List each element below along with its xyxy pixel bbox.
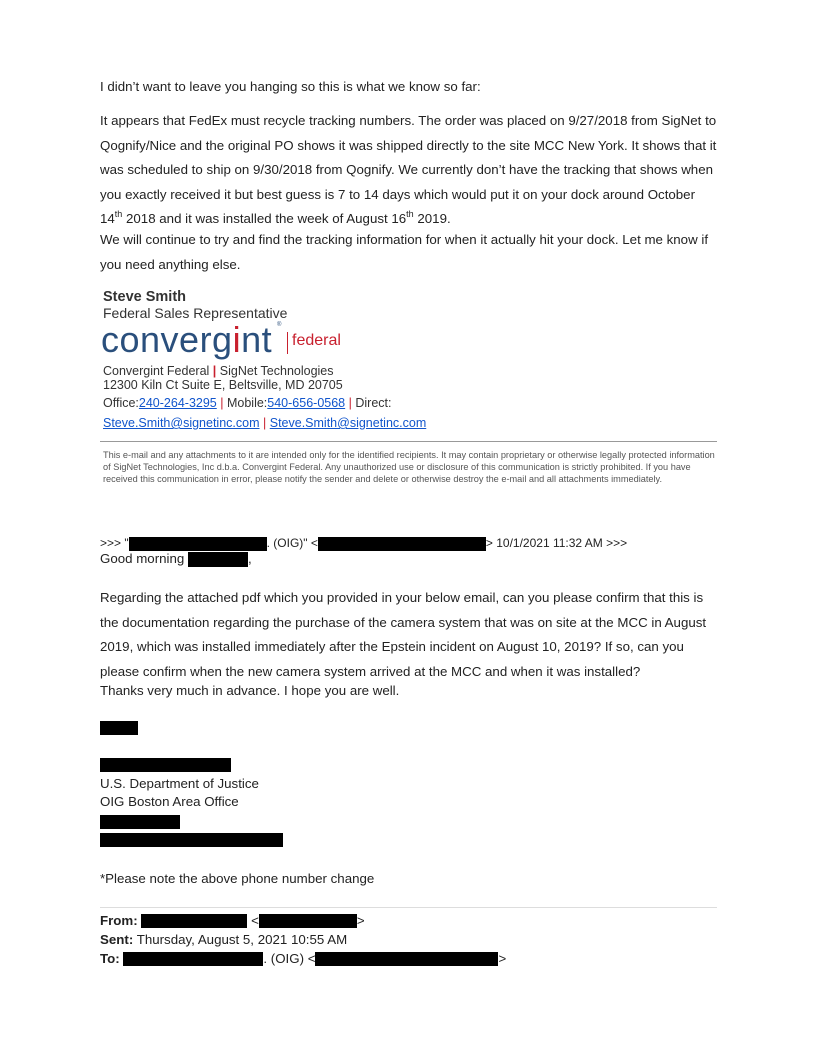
email-link-2[interactable]: Steve.Smith@signetinc.com xyxy=(269,416,427,430)
logo-divider xyxy=(287,332,288,354)
redacted-to-name xyxy=(123,952,263,966)
redacted-first-name xyxy=(100,721,138,735)
redacted-email xyxy=(100,833,283,847)
logo-federal-text: federal xyxy=(292,332,341,349)
intro-line: I didn’t want to leave you hanging so this is what we know so far: xyxy=(100,79,481,94)
followup-paragraph: We will continue to try and find the tracking information for when it actually hit your dock. Let me know if you need anything else. xyxy=(100,232,709,272)
from-line: From: < > xyxy=(100,913,365,928)
phone-change-note: *Please note the above phone number change xyxy=(100,871,375,886)
redacted-from-name xyxy=(141,914,247,928)
request-paragraph: Regarding the attached pdf which you provided in your below email, can you please confirm that this is the documentation regarding the purchase of the camera system that was on site at the MCC in August 2019, which was installed immediately after the Epstein incident on August 10, 2019? If so, can you please confirm when the new camera system arrived at the MCC and when it was installed? xyxy=(100,590,707,679)
signature-address: 12300 Kiln Ct Suite E, Beltsville, MD 20705 xyxy=(103,378,343,392)
registered-mark: ® xyxy=(277,322,282,328)
redacted-recipient-name xyxy=(188,552,248,567)
signature-company-line: Convergint Federal | SigNet Technologies xyxy=(103,364,334,378)
signature-phone-line: Office:240-264-3295 | Mobile:540-656-0568 | Direct: xyxy=(103,396,392,410)
office-phone-link[interactable]: 240-264-3295 xyxy=(138,396,217,410)
redacted-sender-name xyxy=(129,537,267,551)
tracking-paragraph: It appears that FedEx must recycle tracking numbers. The order was placed on 9/27/2018 from SigNet to Qognify/Nice and the original PO shows it was shipped directly to the site MCC New York. It shows that it was scheduled to ship on 9/30/2018 from Qognify. We currently don’t have the tracking that shows when you exactly received it but best guess is 7 to 14 days which would put it on your dock around October 14th 2018 and it was installed the week of August 16th 2019. xyxy=(100,113,717,226)
signature-name: Steve Smith xyxy=(103,289,186,305)
quoted-message-header: >>> " . (OIG)" < > 10/1/2021 11:32 AM >>> xyxy=(100,536,628,550)
thanks-line: Thanks very much in advance. I hope you are well. xyxy=(100,683,400,698)
signature-title: Federal Sales Representative xyxy=(103,305,288,321)
signature-email-line: Steve.Smith@signetinc.com | Steve.Smith@signetinc.com xyxy=(103,416,427,430)
redacted-full-name xyxy=(100,758,231,772)
to-line: To: . (OIG) < > xyxy=(100,951,507,966)
mobile-phone-link[interactable]: 540-656-0568 xyxy=(267,396,346,410)
greeting-line: Good morning , xyxy=(100,551,252,566)
email-link-1[interactable]: Steve.Smith@signetinc.com xyxy=(103,416,260,430)
sent-line: Sent: Thursday, August 5, 2021 10:55 AM xyxy=(100,932,348,947)
redacted-from-email xyxy=(259,914,357,928)
logo-wordmark: convergint xyxy=(101,319,273,360)
legal-disclaimer: This e-mail and any attachments to it are intended only for the identified recipients. It may contain proprietary or otherwise legally protected information of SigNet Technologies, Inc d.b.a. Convergint Federal. Any unauthorized use or disclosure of this communication is strictly prohibited. If you have received this communication in error, please notify the sender and delete or otherwise destroy the e-mail and all attachments immediately. xyxy=(103,450,715,484)
redacted-phone xyxy=(100,815,180,829)
sender-org-line-2: OIG Boston Area Office xyxy=(100,794,239,809)
sender-org-line-1: U.S. Department of Justice xyxy=(100,776,259,791)
forward-divider xyxy=(100,907,717,908)
signature-divider xyxy=(100,441,717,442)
redacted-to-email xyxy=(315,952,498,966)
redacted-sender-email xyxy=(318,537,486,551)
